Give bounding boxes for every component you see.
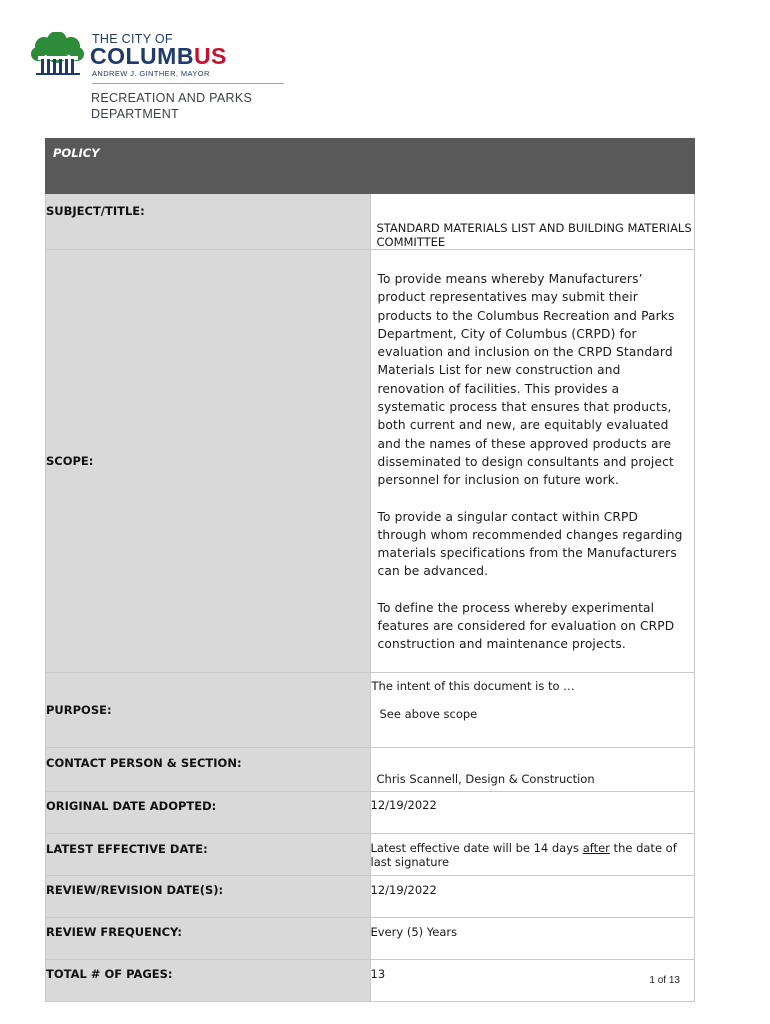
latest-effective-label: LATEST EFFECTIVE DATE: [46, 841, 208, 856]
city-logo [30, 30, 290, 125]
latest-effective-value: Latest effective date will be 14 days after the date of last signature [370, 840, 677, 869]
original-date-value: 12/19/2022 [370, 797, 437, 812]
contact-row [46, 747, 695, 791]
scope-label-cell [46, 250, 371, 673]
contact-label-cell [46, 747, 371, 791]
purpose-intro: The intent of this document is to … [371, 678, 575, 693]
review-frequency-label: REVIEW FREQUENCY: [46, 924, 182, 939]
city-of-text: THE CITY OF [92, 32, 173, 46]
department-name-line1: RECREATION AND PARKS [91, 91, 253, 105]
city-name: COLUMBUS [90, 43, 227, 69]
total-pages-value: 13 [370, 966, 386, 981]
total-pages-row [46, 959, 695, 1001]
review-revision-value-cell [370, 875, 695, 917]
scope-paragraph-3: To define the process whereby experimental features are considered for evaluation on CRPD construction and maintenance projects. [377, 600, 675, 652]
review-revision-row [46, 875, 695, 917]
total-pages-value-cell [370, 959, 695, 1001]
scope-row [46, 250, 695, 673]
policy-header: POLICY [46, 139, 695, 194]
latest-effective-label-cell [46, 833, 371, 875]
total-pages-label-cell [46, 959, 371, 1001]
purpose-label: PURPOSE: [46, 702, 112, 717]
subject-label: SUBJECT/TITLE: [46, 204, 145, 218]
subject-label-cell [46, 194, 371, 250]
purpose-label-cell [46, 672, 371, 747]
subject-row [46, 194, 695, 250]
subject-value-cell [370, 194, 695, 250]
tree-logo-icon [30, 32, 86, 80]
policy-table [45, 138, 695, 1002]
review-revision-value: 12/19/2022 [370, 882, 437, 897]
policy-header-row [46, 139, 695, 194]
purpose-row [46, 672, 695, 747]
original-date-label: ORIGINAL DATE ADOPTED: [46, 798, 217, 813]
original-date-value-cell [370, 791, 695, 833]
scope-paragraph-2: To provide a singular contact within CRPD through whom recommended changes regarding materials specifications from the Manufacturers can be advanced. [377, 509, 683, 579]
purpose-value: See above scope [379, 706, 478, 721]
purpose-value-cell [370, 672, 695, 747]
latest-effective-row [46, 833, 695, 875]
contact-value-cell [370, 747, 695, 791]
latest-effective-value-cell [370, 833, 695, 875]
scope-paragraph-1: To provide means whereby Manufacturers’ product representatives may submit their products to the Columbus Recreation and Parks Department, City of Columbus (CRPD) for evaluation and inclusion on the CRPD Standard Materials List for new construction and renovation of facilities. This provides a systematic process that ensures that products, both current and new, are equitably evaluated and the names of these approved products are disseminated to design consultants and project personnel for inclusion on future work. [377, 272, 675, 488]
total-pages-label: TOTAL # OF PAGES: [46, 966, 173, 981]
contact-value: Chris Scannell, Design & Construction [376, 771, 595, 786]
review-frequency-label-cell [46, 917, 371, 959]
review-revision-label: REVIEW/REVISION DATE(S): [46, 882, 224, 897]
department-name-line2: DEPARTMENT [91, 107, 179, 121]
scope-label: SCOPE: [46, 453, 94, 468]
review-frequency-row [46, 917, 695, 959]
scope-value-cell [370, 250, 695, 673]
original-date-label-cell [46, 791, 371, 833]
page-number: 1 of 13 [649, 975, 680, 986]
review-frequency-value-cell [370, 917, 695, 959]
mayor-line: ANDREW J. GINTHER, MAYOR [92, 69, 210, 78]
subject-value: STANDARD MATERIALS LIST AND BUILDING MATERIALS COMMITTEE [376, 221, 692, 249]
contact-label: CONTACT PERSON & SECTION: [46, 755, 242, 770]
original-date-row [46, 791, 695, 833]
review-frequency-value: Every (5) Years [370, 924, 458, 939]
logo-divider [92, 83, 284, 84]
review-revision-label-cell [46, 875, 371, 917]
